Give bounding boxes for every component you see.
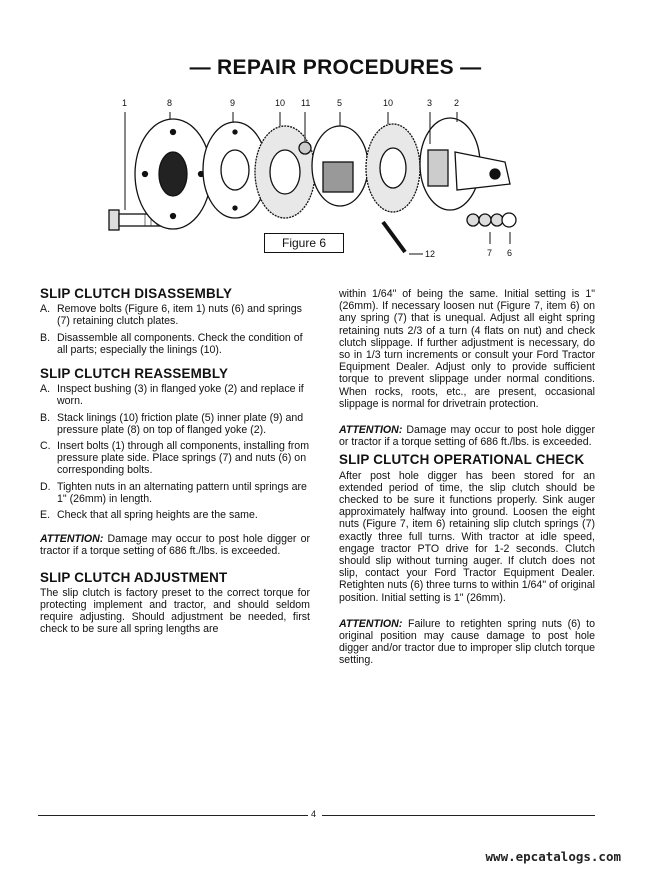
right-column xyxy=(339,288,595,673)
step-text: Disassemble all components. Check the condition of all parts; especially the linings (10). xyxy=(57,331,303,356)
attention-text: Failure to retighten spring nuts (6) to original position may cause damage to post hole digger and/or tractor due to improper slip clutch torque setting. xyxy=(339,617,595,667)
reassembly-heading: SLIP CLUTCH REASSEMBLY xyxy=(40,366,229,382)
operational-heading: SLIP CLUTCH OPERATIONAL CHECK xyxy=(339,452,585,468)
callout-11: 11 xyxy=(301,98,311,108)
callout-1: 1 xyxy=(122,98,128,108)
page-number: 4 xyxy=(311,809,317,819)
attention-text: Damage may occur to post hole digger or tractor if a torque setting of 686 ft./lbs. is exceeded. xyxy=(339,424,595,449)
callout-2: 2 xyxy=(454,98,460,108)
attention-label: ATTENTION: xyxy=(339,424,403,437)
step-text: Stack linings (10) friction plate (5) inner plate (9) and pressure plate (8) on top of flanged yoke (2). xyxy=(57,411,304,436)
attention-text: Damage may occur to post hole digger or tractor if a torque setting of 686 ft./lbs. is exceeded. xyxy=(40,533,310,558)
step-marker: C. xyxy=(40,440,51,453)
left-column xyxy=(40,288,310,642)
adjustment-text-left: The slip clutch is factory preset to the correct torque for protecting implement and tractor, and should seldom require adjusting. Should adjustment be needed, first check to be sure all spring lengths are xyxy=(40,586,310,636)
disassembly-heading: SLIP CLUTCH DISASSEMBLY xyxy=(40,286,233,301)
attention-label: ATTENTION: xyxy=(40,533,104,546)
callout-6: 6 xyxy=(507,248,513,258)
reassembly-step xyxy=(40,481,310,505)
reassembly-step xyxy=(40,412,310,436)
callout-7: 7 xyxy=(487,248,493,258)
footer-rule-left xyxy=(38,815,308,816)
operational-text: After post hole digger has been stored for an extended period of time, the slip clutch should be checked to be sure it functions properly. Sink auger approximately halfway into ground. Loosen the eight nuts (Figure 7, item 6) retaining slip clutch springs (7) exactly three full turns. With tractor at idle speed, engage tractor PTO drive for 1-2 seconds. Clutch should slip without turning auger. If clutch does not slip, contact your Ford Tractor Equipment Dealer. Retighten nuts (6) three turns to within 1/64" of original position. Initial setting is 1" (26mm). xyxy=(339,469,595,604)
adjustment-heading: SLIP CLUTCH ADJUSTMENT xyxy=(40,569,228,585)
disassembly-step xyxy=(40,332,310,356)
adjustment-text-right: within 1/64" of being the same. Initial setting is 1" (26mm). If necessary loosen nut (Figure 7, item 6) on any spring (7) that is unequal. Adjust all eight spring retaining nuts 2/3 of a turn (4 flats on nut) and check clutch slippage. If further adjustment is necessary, do so in 1/3 turn increments or consult your Ford Tractor Equipment Dealer. Adjust only to provide sufficient torque to prevent slippage under normal conditions. When rocks, roots, etc., are present, occasional slippage is normal for drivetrain protection. xyxy=(339,288,595,410)
step-marker: B. xyxy=(40,331,51,344)
step-text: Inspect bushing (3) in flanged yoke (2) and replace if worn. xyxy=(57,383,304,408)
reassembly-attention xyxy=(40,533,310,557)
callout-10-left: 10 xyxy=(275,98,286,108)
step-marker: E. xyxy=(40,509,51,522)
disassembly-step xyxy=(40,303,310,327)
step-text: Check that all spring heights are the same. xyxy=(57,509,258,522)
callout-9: 9 xyxy=(230,98,236,108)
step-marker: D. xyxy=(40,480,51,493)
callout-5: 5 xyxy=(337,98,343,108)
attention-label: ATTENTION: xyxy=(339,617,403,630)
step-marker: A. xyxy=(40,383,51,396)
site-watermark: www.epcatalogs.com xyxy=(485,849,621,864)
operational-attention xyxy=(339,618,595,667)
reassembly-step xyxy=(40,509,310,521)
step-marker: A. xyxy=(40,303,51,316)
figure-caption: Figure 6 xyxy=(264,233,344,253)
reassembly-step xyxy=(40,383,310,407)
step-marker: B. xyxy=(40,411,51,424)
page-title: — REPAIR PROCEDURES — xyxy=(189,56,482,79)
step-text: Insert bolts (1) through all components, installing from pressure plate side. Place springs (7) and nuts (6) on corresponding bolts. xyxy=(57,440,310,477)
step-text: Tighten nuts in an alternating pattern until springs are 1" (26mm) in length. xyxy=(57,480,307,505)
footer-rule-right xyxy=(322,815,595,816)
callout-8: 8 xyxy=(167,98,173,108)
callout-12: 12 xyxy=(425,249,436,259)
reassembly-step xyxy=(40,440,310,477)
step-text: Remove bolts (Figure 6, item 1) nuts (6) and springs (7) retaining clutch plates. xyxy=(57,303,302,328)
callout-10-right: 10 xyxy=(383,98,394,108)
adjustment-attention xyxy=(339,424,595,448)
callout-3: 3 xyxy=(427,98,433,108)
